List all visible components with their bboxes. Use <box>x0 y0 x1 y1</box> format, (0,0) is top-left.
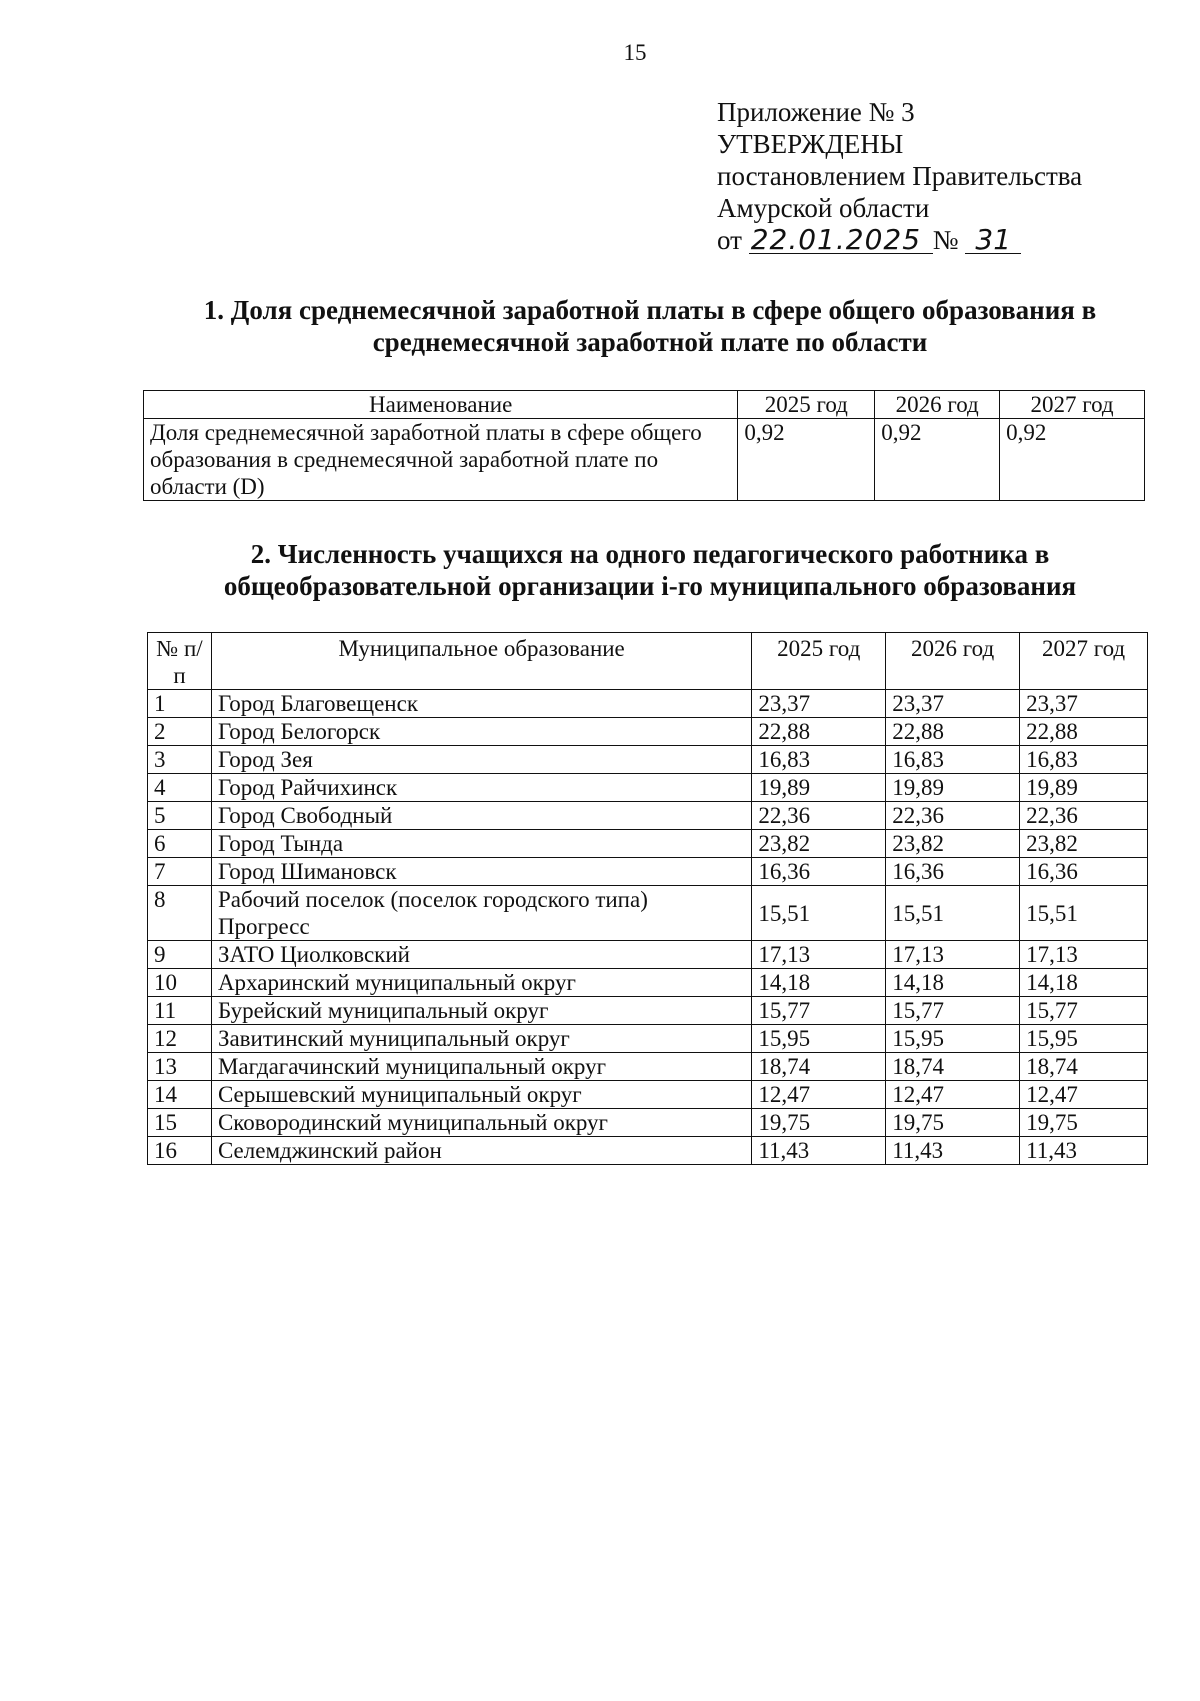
table-row <box>148 830 1148 858</box>
value-2025: 15,77 <box>752 997 886 1025</box>
table-row <box>148 886 1148 941</box>
municipality-name: Город Белогорск <box>211 718 751 746</box>
table-row <box>148 1025 1148 1053</box>
municipality-name: Бурейский муниципальный округ <box>211 997 751 1025</box>
section1-title: 1. Доля среднемесячной заработной платы в сфере общего образования в среднемесячной заработной плате по области <box>203 295 1097 357</box>
municipality-name: Город Райчихинск <box>211 774 751 802</box>
municipality-name: Завитинский муниципальный округ <box>211 1025 751 1053</box>
value-2027: 15,95 <box>1020 1025 1148 1053</box>
row-number: 10 <box>148 969 212 997</box>
table-row <box>148 1053 1148 1081</box>
municipality-name: Магдагачинский муниципальный округ <box>211 1053 751 1081</box>
value-2026: 15,51 <box>886 886 1020 941</box>
row-number: 15 <box>148 1109 212 1137</box>
share-salary-table <box>143 390 1145 501</box>
table-row <box>144 419 1145 501</box>
value-2027: 19,75 <box>1020 1109 1148 1137</box>
row-number: 9 <box>148 941 212 969</box>
value-2027: 22,36 <box>1020 802 1148 830</box>
value-2027: 23,37 <box>1020 690 1148 718</box>
value-2027: 22,88 <box>1020 718 1148 746</box>
value-2026: 18,74 <box>886 1053 1020 1081</box>
table-row <box>148 690 1148 718</box>
column-header: 2026 год <box>886 633 1020 690</box>
column-header: 2025 год <box>752 633 886 690</box>
row-number: 4 <box>148 774 212 802</box>
value-2025: 23,82 <box>752 830 886 858</box>
value-2025: 17,13 <box>752 941 886 969</box>
region-label: Амурской области <box>717 193 930 223</box>
value-2025: 22,88 <box>752 718 886 746</box>
row-number: 14 <box>148 1081 212 1109</box>
column-header: 2027 год <box>1020 633 1148 690</box>
value-2027: 18,74 <box>1020 1053 1148 1081</box>
value-2027: 19,89 <box>1020 774 1148 802</box>
approved-label: УТВЕРЖДЕНЫ <box>717 129 904 159</box>
value-2026: 15,77 <box>886 997 1020 1025</box>
table-row <box>148 1081 1148 1109</box>
value-2026: 22,88 <box>886 718 1020 746</box>
value-2025: 15,51 <box>752 886 886 941</box>
value-2027: 16,83 <box>1020 746 1148 774</box>
handwritten-number: 31 <box>965 227 1021 254</box>
value-2026: 0,92 <box>875 419 1000 501</box>
value-2025: 11,43 <box>752 1137 886 1165</box>
municipality-name: Сковородинский муниципальный округ <box>211 1109 751 1137</box>
row-number: 1 <box>148 690 212 718</box>
value-2026: 16,36 <box>886 858 1020 886</box>
value-2027: 11,43 <box>1020 1137 1148 1165</box>
row-number: 8 <box>148 886 212 941</box>
row-number: 5 <box>148 802 212 830</box>
row-number: 13 <box>148 1053 212 1081</box>
municipality-name: Город Свободный <box>211 802 751 830</box>
row-number: 3 <box>148 746 212 774</box>
students-per-teacher-table <box>147 632 1148 1165</box>
column-header: 2026 год <box>875 391 1000 419</box>
value-2025: 12,47 <box>752 1081 886 1109</box>
value-2026: 16,83 <box>886 746 1020 774</box>
value-2025: 22,36 <box>752 802 886 830</box>
row-number: 7 <box>148 858 212 886</box>
from-label: от <box>717 225 742 255</box>
value-2026: 22,36 <box>886 802 1020 830</box>
row-number: 12 <box>148 1025 212 1053</box>
value-2027: 15,51 <box>1020 886 1148 941</box>
municipality-name: Серышевский муниципальный округ <box>211 1081 751 1109</box>
date-number-line <box>717 224 1082 256</box>
value-2027: 17,13 <box>1020 941 1148 969</box>
table-row <box>148 969 1148 997</box>
table-row <box>148 941 1148 969</box>
value-2026: 23,82 <box>886 830 1020 858</box>
column-header: Наименование <box>144 391 738 419</box>
table-row <box>148 718 1148 746</box>
appendix-label: Приложение № 3 <box>717 97 915 127</box>
municipality-name: Город Благовещенск <box>211 690 751 718</box>
approval-block <box>717 96 1082 256</box>
value-2025: 15,95 <box>752 1025 886 1053</box>
value-2025: 18,74 <box>752 1053 886 1081</box>
value-2026: 14,18 <box>886 969 1020 997</box>
table-row <box>148 1137 1148 1165</box>
value-2025: 16,83 <box>752 746 886 774</box>
column-header: 2027 год <box>1000 391 1145 419</box>
municipality-name: Город Шимановск <box>211 858 751 886</box>
column-header: № п/п <box>148 633 212 690</box>
value-2025: 14,18 <box>752 969 886 997</box>
municipality-name: Архаринский муниципальный округ <box>211 969 751 997</box>
indicator-name: Доля среднемесячной заработной платы в сфере общего образования в среднемесячной заработной плате по области (D) <box>144 419 738 501</box>
value-2027: 16,36 <box>1020 858 1148 886</box>
value-2026: 23,37 <box>886 690 1020 718</box>
value-2025: 23,37 <box>752 690 886 718</box>
value-2025: 0,92 <box>738 419 875 501</box>
value-2027: 23,82 <box>1020 830 1148 858</box>
table-header-row <box>148 633 1148 690</box>
table-header-row <box>144 391 1145 419</box>
value-2025: 19,89 <box>752 774 886 802</box>
table-row <box>148 746 1148 774</box>
municipality-name: Рабочий поселок (поселок городского типа) Прогресс <box>211 886 751 941</box>
municipality-name: Город Зея <box>211 746 751 774</box>
table-row <box>148 858 1148 886</box>
number-label: № <box>932 225 959 255</box>
section2-title: 2. Численность учащихся на одного педагогического работника в общеобразовательной организации i-го муниципального образования <box>223 539 1077 601</box>
row-number: 6 <box>148 830 212 858</box>
table-row <box>148 1109 1148 1137</box>
municipality-name: Селемджинский район <box>211 1137 751 1165</box>
row-number: 2 <box>148 718 212 746</box>
table-row <box>148 802 1148 830</box>
value-2026: 12,47 <box>886 1081 1020 1109</box>
value-2026: 11,43 <box>886 1137 1020 1165</box>
municipality-name: Город Тында <box>211 830 751 858</box>
row-number: 11 <box>148 997 212 1025</box>
value-2027: 14,18 <box>1020 969 1148 997</box>
table-row <box>148 774 1148 802</box>
value-2026: 19,89 <box>886 774 1020 802</box>
value-2026: 19,75 <box>886 1109 1020 1137</box>
page-number: 15 <box>623 40 647 65</box>
value-2027: 12,47 <box>1020 1081 1148 1109</box>
row-number: 16 <box>148 1137 212 1165</box>
table-row <box>148 997 1148 1025</box>
resolution-label: постановлением Правительства <box>717 161 1083 191</box>
column-header: Муниципальное образование <box>211 633 751 690</box>
value-2027: 15,77 <box>1020 997 1148 1025</box>
value-2025: 19,75 <box>752 1109 886 1137</box>
value-2026: 15,95 <box>886 1025 1020 1053</box>
value-2025: 16,36 <box>752 858 886 886</box>
value-2026: 17,13 <box>886 941 1020 969</box>
column-header: 2025 год <box>738 391 875 419</box>
handwritten-date: 22.01.2025 <box>749 227 933 254</box>
value-2027: 0,92 <box>1000 419 1145 501</box>
municipality-name: ЗАТО Циолковский <box>211 941 751 969</box>
